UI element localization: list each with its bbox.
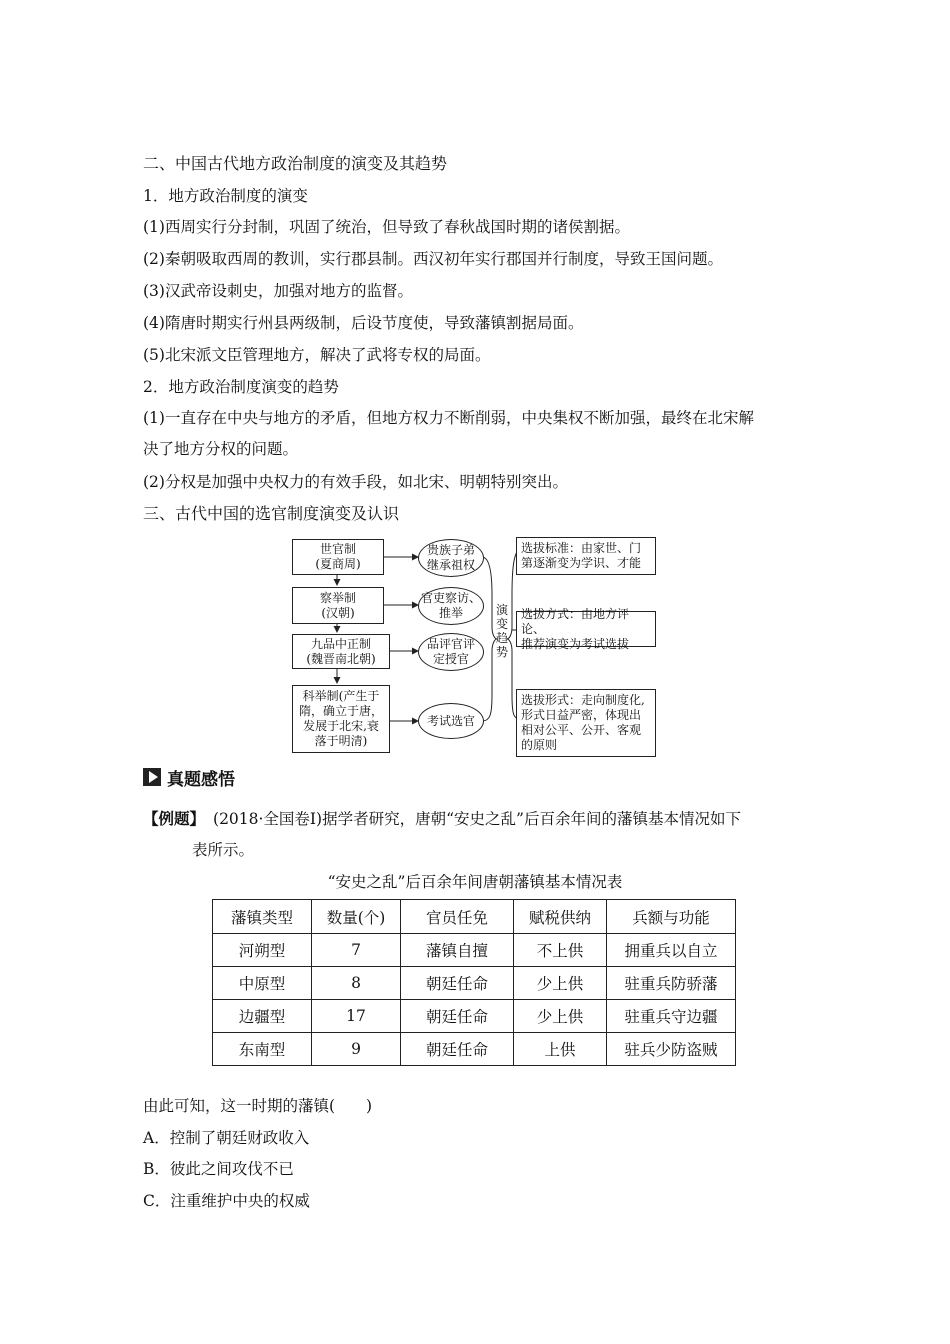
system-box-jiupin bbox=[292, 634, 390, 669]
table-cell: 边疆型 bbox=[213, 1000, 312, 1033]
method-text: 官吏察访、 bbox=[420, 591, 481, 605]
table-header-row bbox=[213, 900, 736, 934]
trend-box-standard bbox=[516, 537, 656, 575]
method-text: 贵族子弟 bbox=[426, 543, 475, 557]
list-item: (2)秦朝吸取西周的教训，实行郡县制。西汉初年实行郡国并行制度，导致王国问题。 bbox=[143, 250, 723, 268]
system-box-chaju bbox=[292, 587, 384, 624]
list-item: (2)分权是加强中央权力的有效手段，如北宋、明朝特别突出。 bbox=[143, 473, 568, 491]
table-cell: 9 bbox=[312, 1033, 401, 1066]
fanzhen-table bbox=[212, 899, 736, 1066]
table-row bbox=[213, 1000, 736, 1033]
trend-text: 推荐演变为考试选拔 bbox=[521, 636, 630, 651]
trend-text: 形式日益严密，体现出 bbox=[521, 708, 642, 722]
selection-system-diagram bbox=[292, 535, 656, 757]
table-cell: 驻兵少防盗贼 bbox=[607, 1033, 736, 1066]
section2-sub1: 1．地方政治制度的演变 bbox=[143, 187, 308, 205]
column-header: 藩镇类型 bbox=[213, 900, 312, 934]
system-box-shiguan bbox=[292, 539, 384, 575]
trend-text: 选拔形式：走向制度化, bbox=[521, 693, 645, 707]
column-header: 官员任免 bbox=[401, 900, 514, 934]
play-triangle-icon bbox=[143, 768, 161, 786]
trend-text: 相对公平、公开、客观 bbox=[521, 723, 642, 737]
table-cell: 拥重兵以自立 bbox=[607, 934, 736, 967]
system-period: (夏商周) bbox=[315, 557, 361, 571]
trend-char: 演 bbox=[495, 603, 508, 617]
list-item: (1)西周实行分封制，巩固了统治，但导致了春秋战国时期的诸侯割据。 bbox=[143, 218, 630, 236]
trend-text: 选拔方式：由地方评论、 bbox=[521, 606, 630, 636]
table-cell: 驻重兵防骄藩 bbox=[607, 967, 736, 1000]
table-row bbox=[213, 967, 736, 1000]
column-header: 兵额与功能 bbox=[607, 900, 736, 934]
method-oval bbox=[418, 703, 484, 739]
section3-title: 三、古代中国的选官制度演变及认识 bbox=[143, 504, 400, 523]
list-item: (4)隋唐时期实行州县两级制，后设节度使，导致藩镇割据局面。 bbox=[143, 314, 584, 332]
system-label: 落于明清) bbox=[314, 734, 368, 748]
table-cell: 朝廷任命 bbox=[401, 1000, 514, 1033]
option-c[interactable]: C．注重维护中央的权威 bbox=[143, 1192, 310, 1210]
method-oval bbox=[418, 587, 484, 625]
example-text: (2018·全国卷Ⅰ)据学者研究，唐朝“安史之乱”后百余年间的藩镇基本情况如下 bbox=[213, 810, 741, 828]
table-cell: 不上供 bbox=[514, 934, 607, 967]
method-oval bbox=[418, 539, 484, 577]
table-cell: 上供 bbox=[514, 1033, 607, 1066]
column-header: 赋税供纳 bbox=[514, 900, 607, 934]
system-label: 九品中正制 bbox=[310, 636, 371, 651]
question-stem: 由此可知，这一时期的藩镇( ) bbox=[143, 1097, 373, 1115]
system-label: 察举制 bbox=[319, 590, 356, 605]
list-item: (5)北宋派文臣管理地方，解决了武将专权的局面。 bbox=[143, 346, 491, 364]
method-text: 品评官评 bbox=[426, 637, 475, 651]
table-row bbox=[213, 1033, 736, 1066]
system-box-keju bbox=[292, 685, 390, 753]
system-label: 隋，确立于唐， bbox=[298, 704, 383, 718]
table-caption: “安史之乱”后百余年间唐朝藩镇基本情况表 bbox=[327, 873, 623, 891]
list-item: (3)汉武帝设刺史，加强对地方的监督。 bbox=[143, 282, 413, 300]
example-line1 bbox=[143, 808, 741, 830]
option-b[interactable]: B．彼此之间攻伐不已 bbox=[143, 1160, 294, 1178]
method-oval bbox=[418, 633, 484, 671]
table-cell: 东南型 bbox=[213, 1033, 312, 1066]
trend-box-method bbox=[516, 606, 656, 651]
method-text: 继承祖权 bbox=[426, 558, 475, 572]
table-cell: 少上供 bbox=[514, 1000, 607, 1033]
trend-char: 变 bbox=[495, 617, 508, 631]
system-label: 世官制 bbox=[319, 542, 356, 556]
system-period: (魏晋南北朝) bbox=[306, 651, 376, 666]
table-row bbox=[213, 934, 736, 967]
example-line2: 表所示。 bbox=[192, 841, 255, 859]
list-item: (1)一直存在中央与地方的矛盾，但地方权力不断削弱，中央集权不断加强，最终在北宋解 bbox=[143, 409, 754, 427]
table-cell: 7 bbox=[312, 934, 401, 967]
trend-box-form bbox=[516, 689, 656, 757]
column-header: 数量(个) bbox=[312, 900, 401, 934]
trend-char: 趋 bbox=[495, 631, 508, 645]
table-cell: 朝廷任命 bbox=[401, 967, 514, 1000]
trend-char: 势 bbox=[495, 645, 508, 659]
method-text: 定授官 bbox=[432, 652, 469, 666]
system-label: 科举制(产生于 bbox=[302, 689, 380, 703]
section-heading: 真题感悟 bbox=[167, 770, 235, 790]
table-cell: 河朔型 bbox=[213, 934, 312, 967]
table-cell: 17 bbox=[312, 1000, 401, 1033]
trend-text: 选拔标准：由家世、门 bbox=[521, 541, 642, 555]
section2-title: 二、中国古代地方政治制度的演变及其趋势 bbox=[143, 154, 448, 173]
table-cell: 藩镇自擅 bbox=[401, 934, 514, 967]
list-item-continuation: 决了地方分权的问题。 bbox=[143, 440, 299, 458]
system-label: 发展于北宋,衰 bbox=[303, 719, 379, 733]
table-cell: 少上供 bbox=[514, 967, 607, 1000]
trend-text: 的原则 bbox=[521, 738, 558, 752]
table-cell: 中原型 bbox=[213, 967, 312, 1000]
method-text: 推举 bbox=[438, 606, 463, 620]
trend-label bbox=[495, 603, 509, 659]
table-cell: 8 bbox=[312, 967, 401, 1000]
method-text: 考试选官 bbox=[426, 713, 475, 728]
table-cell: 驻重兵守边疆 bbox=[607, 1000, 736, 1033]
option-a[interactable]: A．控制了朝廷财政收入 bbox=[143, 1129, 310, 1147]
example-tag: 【例题】 bbox=[143, 810, 206, 828]
trend-text: 第逐渐变为学识、才能 bbox=[521, 556, 642, 570]
section2-sub2: 2．地方政治制度演变的趋势 bbox=[143, 378, 339, 396]
table-cell: 朝廷任命 bbox=[401, 1033, 514, 1066]
system-period: (汉朝) bbox=[321, 605, 355, 620]
